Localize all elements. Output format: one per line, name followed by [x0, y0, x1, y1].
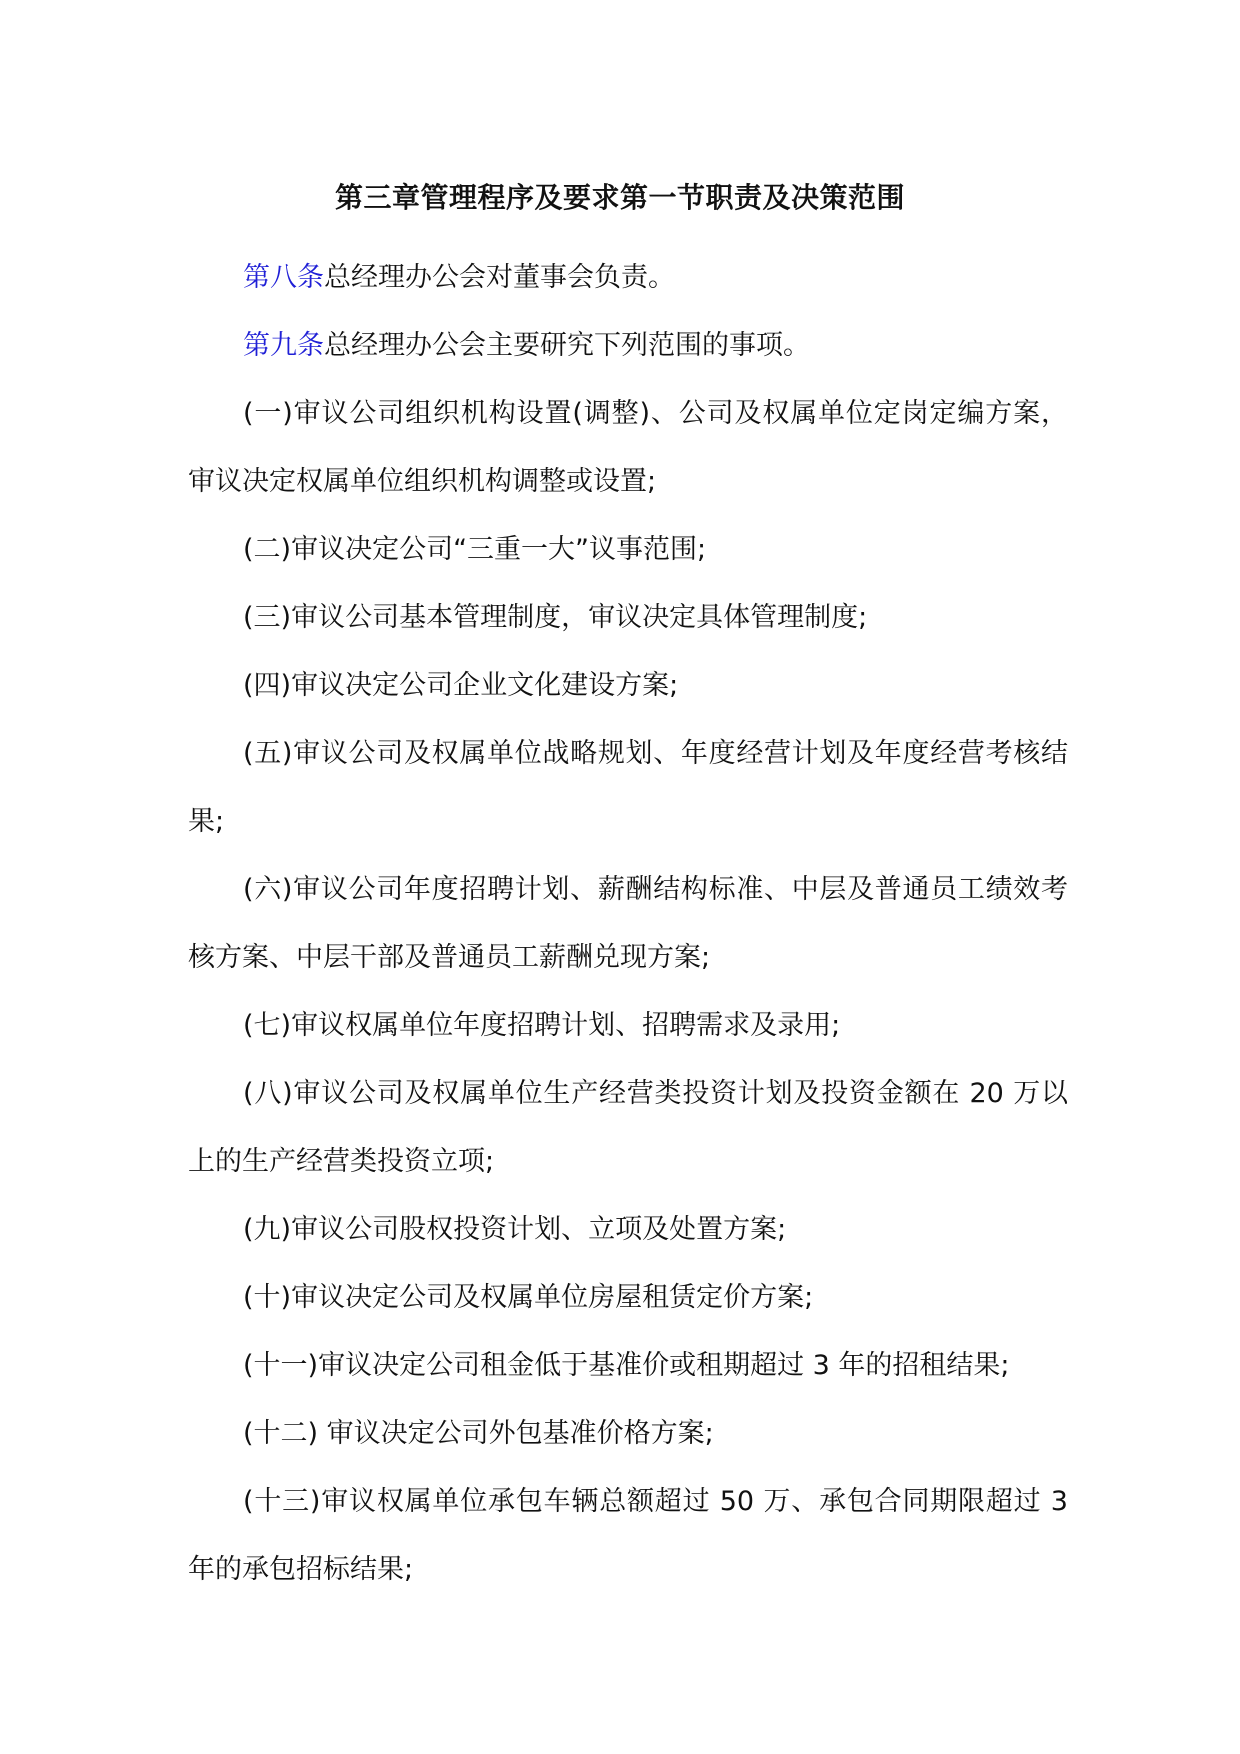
list-item: (一)审议公司组织机构设置(调整)、公司及权属单位定岗定编方案，审议决定权属单位组织机构调整或设置;	[188, 398, 1068, 497]
list-item: (九)审议公司股权投资计划、立项及处置方案;	[243, 1214, 787, 1245]
article-number: 第九条	[243, 330, 324, 361]
list-item: (十三)审议权属单位承包车辆总额超过 50 万、承包合同期限超过 3 年的承包招标结果;	[188, 1486, 1068, 1585]
article-text: 总经理办公会主要研究下列范围的事项。	[324, 330, 810, 361]
document-body	[188, 244, 1068, 1604]
list-item: (七)审议权属单位年度招聘计划、招聘需求及录用;	[243, 1010, 841, 1041]
article-8	[188, 244, 1068, 312]
article-text: 总经理办公会对董事会负责。	[324, 262, 675, 293]
article-9	[188, 312, 1068, 380]
list-item: (八)审议公司及权属单位生产经营类投资计划及投资金额在 20 万以上的生产经营类投资立项;	[188, 1078, 1068, 1177]
list-item: (五)审议公司及权属单位战略规划、年度经营计划及年度经营考核结果;	[188, 738, 1068, 837]
section-title: 第三章管理程序及要求第一节职责及决策范围	[334, 181, 905, 214]
list-item: (十)审议决定公司及权属单位房屋租赁定价方案;	[243, 1282, 814, 1313]
list-item: (二)审议决定公司“三重一大”议事范围;	[243, 534, 707, 565]
list-item: (十二) 审议决定公司外包基准价格方案;	[243, 1418, 714, 1449]
article-number: 第八条	[243, 262, 324, 293]
list-item: (六)审议公司年度招聘计划、薪酬结构标准、中层及普通员工绩效考核方案、中层干部及普通员工薪酬兑现方案;	[188, 874, 1068, 973]
list-item: (三)审议公司基本管理制度，审议决定具体管理制度;	[243, 602, 868, 633]
list-item: (十一)审议决定公司租金低于基准价或租期超过 3 年的招租结果;	[243, 1350, 1010, 1381]
list-item: (四)审议决定公司企业文化建设方案;	[243, 670, 679, 701]
